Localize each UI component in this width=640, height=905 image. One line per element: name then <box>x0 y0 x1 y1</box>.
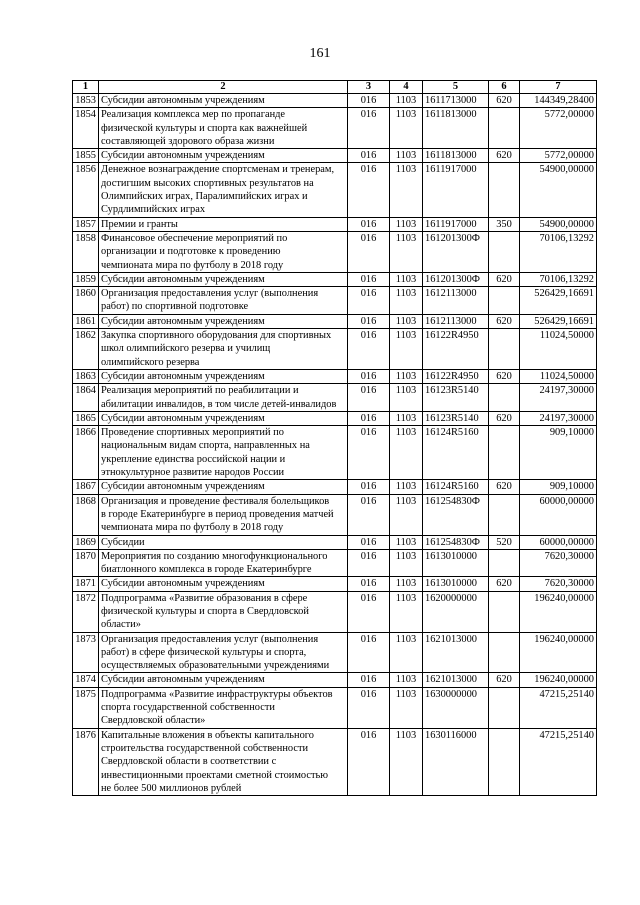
row-number-cell: 1853 <box>73 94 99 108</box>
expense-type-cell <box>489 287 520 315</box>
ministry-code-cell: 016 <box>348 549 390 577</box>
description-cell <box>99 728 348 795</box>
table-row <box>73 480 597 494</box>
description-line: Закупка спортивного оборудования для спортивных <box>101 330 332 342</box>
amount-cell: 909,10000 <box>520 426 597 480</box>
description-cell <box>99 687 348 728</box>
target-article-cell: 1611813000 <box>423 108 489 149</box>
section-code-cell: 1103 <box>390 728 423 795</box>
description-line: Реализация комплекса мер по пропаганде <box>101 109 286 121</box>
target-article-cell: 1611917000 <box>423 217 489 231</box>
description-cell <box>99 314 348 328</box>
section-code-cell: 1103 <box>390 426 423 480</box>
ministry-code-cell: 016 <box>348 231 390 272</box>
target-article-cell: 16123R5140 <box>423 411 489 425</box>
expense-type-cell <box>489 231 520 272</box>
amount-cell: 7620,30000 <box>520 549 597 577</box>
section-code-cell: 1103 <box>390 108 423 149</box>
column-header: 4 <box>390 81 423 94</box>
table-body <box>73 94 597 796</box>
description-cell <box>99 329 348 370</box>
description-line: Проведение спортивных мероприятий по <box>101 427 284 439</box>
description-cell <box>99 577 348 591</box>
table-row <box>73 673 597 687</box>
expense-type-cell: 620 <box>489 369 520 383</box>
description-cell <box>99 411 348 425</box>
description-line: национальным видам спорта, направленных на <box>101 440 310 452</box>
expense-type-cell <box>489 384 520 412</box>
section-code-cell: 1103 <box>390 272 423 286</box>
description-line: Субсидии автономным учреждениям <box>101 150 265 162</box>
description-line: Субсидии автономным учреждениям <box>101 95 265 106</box>
amount-cell: 47215,25140 <box>520 687 597 728</box>
description-line: Субсидии автономным учреждениям <box>101 481 265 493</box>
expense-type-cell <box>489 728 520 795</box>
ministry-code-cell: 016 <box>348 108 390 149</box>
description-line: Капитальные вложения в объекты капитального <box>101 729 314 741</box>
row-number-cell: 1874 <box>73 673 99 687</box>
ministry-code-cell: 016 <box>348 314 390 328</box>
target-article-cell: 1630000000 <box>423 687 489 728</box>
section-code-cell: 1103 <box>390 577 423 591</box>
target-article-cell: 1612113000 <box>423 287 489 315</box>
expense-type-cell <box>489 426 520 480</box>
row-number-cell: 1873 <box>73 632 99 673</box>
description-line: спорта государственной собственности <box>101 702 275 714</box>
ministry-code-cell: 016 <box>348 673 390 687</box>
target-article-cell: 1630116000 <box>423 728 489 795</box>
amount-cell: 47215,25140 <box>520 728 597 795</box>
description-line: Реализация мероприятий по реабилитации и <box>101 385 299 397</box>
target-article-cell: 161201300Ф <box>423 272 489 286</box>
expense-type-cell <box>489 494 520 535</box>
row-number-cell: 1866 <box>73 426 99 480</box>
expense-type-cell: 620 <box>489 314 520 328</box>
ministry-code-cell: 016 <box>348 384 390 412</box>
row-number-cell: 1858 <box>73 231 99 272</box>
row-number-cell: 1860 <box>73 287 99 315</box>
section-code-cell: 1103 <box>390 535 423 549</box>
row-number-cell: 1867 <box>73 480 99 494</box>
description-line: Субсидии автономным учреждениям <box>101 578 265 590</box>
description-line: олимпийского резерва <box>101 356 200 368</box>
expense-type-cell <box>489 632 520 673</box>
description-line: достигшим высоких спортивных результатов на <box>101 177 314 189</box>
expense-type-cell <box>489 549 520 577</box>
ministry-code-cell: 016 <box>348 329 390 370</box>
description-line: Свердловской области» <box>101 715 206 727</box>
ministry-code-cell: 016 <box>348 149 390 163</box>
ministry-code-cell: 016 <box>348 687 390 728</box>
row-number-cell: 1875 <box>73 687 99 728</box>
ministry-code-cell: 016 <box>348 411 390 425</box>
column-header: 6 <box>489 81 520 94</box>
table-row <box>73 369 597 383</box>
description-line: Субсидии автономным учреждениям <box>101 315 265 327</box>
table-row <box>73 163 597 217</box>
ministry-code-cell: 016 <box>348 591 390 632</box>
expense-type-cell: 520 <box>489 535 520 549</box>
section-code-cell: 1103 <box>390 494 423 535</box>
target-article-cell: 1611713000 <box>423 94 489 108</box>
table-row <box>73 577 597 591</box>
amount-cell: 909,10000 <box>520 480 597 494</box>
description-line: Олимпийских играх, Паралимпийских играх и <box>101 191 308 203</box>
row-number-cell: 1864 <box>73 384 99 412</box>
description-line: Организация и проведение фестиваля болельщиков <box>101 495 330 507</box>
column-header: 3 <box>348 81 390 94</box>
row-number-cell: 1859 <box>73 272 99 286</box>
expense-type-cell: 620 <box>489 480 520 494</box>
section-code-cell: 1103 <box>390 687 423 728</box>
amount-cell: 196240,00000 <box>520 632 597 673</box>
ministry-code-cell: 016 <box>348 535 390 549</box>
section-code-cell: 1103 <box>390 163 423 217</box>
description-line: Организация предоставления услуг (выполнения <box>101 633 319 645</box>
target-article-cell: 1620000000 <box>423 591 489 632</box>
expense-type-cell <box>489 329 520 370</box>
ministry-code-cell: 016 <box>348 287 390 315</box>
row-number-cell: 1857 <box>73 217 99 231</box>
amount-cell: 60000,00000 <box>520 535 597 549</box>
description-line: укрепление единства российской нации и <box>101 453 286 465</box>
expense-type-cell: 620 <box>489 673 520 687</box>
description-line: организации и подготовке к проведению <box>101 246 281 258</box>
target-article-cell: 16124R5160 <box>423 480 489 494</box>
table-row <box>73 272 597 286</box>
amount-cell: 196240,00000 <box>520 673 597 687</box>
table-row <box>73 108 597 149</box>
description-line: Мероприятия по созданию многофункционального <box>101 550 328 562</box>
expense-type-cell: 620 <box>489 272 520 286</box>
ministry-code-cell: 016 <box>348 217 390 231</box>
target-article-cell: 16123R5140 <box>423 384 489 412</box>
row-number-cell: 1868 <box>73 494 99 535</box>
expense-type-cell: 620 <box>489 149 520 163</box>
table-row <box>73 287 597 315</box>
section-code-cell: 1103 <box>390 149 423 163</box>
target-article-cell: 1611917000 <box>423 163 489 217</box>
description-line: осуществляемых образовательными учреждениями <box>101 660 330 672</box>
ministry-code-cell: 016 <box>348 426 390 480</box>
description-line: биатлонного комплекса в городе Екатеринбурге <box>101 564 312 576</box>
expense-type-cell <box>489 687 520 728</box>
target-article-cell: 16124R5160 <box>423 426 489 480</box>
column-header: 1 <box>73 81 99 94</box>
row-number-cell: 1869 <box>73 535 99 549</box>
description-line: инвестиционными проектами сметной стоимостью <box>101 769 329 781</box>
description-line: Субсидии автономным учреждениям <box>101 674 265 686</box>
table-row <box>73 329 597 370</box>
target-article-cell: 161254830Ф <box>423 494 489 535</box>
row-number-cell: 1871 <box>73 577 99 591</box>
amount-cell: 526429,16691 <box>520 287 597 315</box>
description-cell <box>99 108 348 149</box>
section-code-cell: 1103 <box>390 480 423 494</box>
column-header: 7 <box>520 81 597 94</box>
description-line: не более 500 миллионов рублей <box>101 782 242 794</box>
description-line: физической культуры и спорта в Свердловской <box>101 605 309 617</box>
description-cell <box>99 673 348 687</box>
description-cell <box>99 369 348 383</box>
amount-cell: 526429,16691 <box>520 314 597 328</box>
description-cell <box>99 231 348 272</box>
expense-type-cell <box>489 108 520 149</box>
table-row <box>73 426 597 480</box>
row-number-cell: 1863 <box>73 369 99 383</box>
section-code-cell: 1103 <box>390 94 423 108</box>
amount-cell: 70106,13292 <box>520 231 597 272</box>
section-code-cell: 1103 <box>390 673 423 687</box>
description-cell <box>99 217 348 231</box>
amount-cell: 5772,00000 <box>520 149 597 163</box>
column-header: 2 <box>99 81 348 94</box>
description-cell <box>99 549 348 577</box>
description-cell <box>99 535 348 549</box>
page-number: 161 <box>309 46 331 61</box>
ministry-code-cell: 016 <box>348 272 390 286</box>
description-line: Подпрограмма «Развитие инфраструктуры объектов <box>101 688 333 700</box>
expense-type-cell: 620 <box>489 94 520 108</box>
description-line: Организация предоставления услуг (выполнения <box>101 288 319 300</box>
ministry-code-cell: 016 <box>348 494 390 535</box>
expense-type-cell: 620 <box>489 411 520 425</box>
table-row <box>73 632 597 673</box>
description-line: физической культуры и спорта как важнейшей <box>101 122 308 134</box>
description-cell <box>99 272 348 286</box>
row-number-cell: 1865 <box>73 411 99 425</box>
row-number-cell: 1856 <box>73 163 99 217</box>
section-code-cell: 1103 <box>390 369 423 383</box>
description-line: Сурдлимпийских играх <box>101 204 206 216</box>
row-number-cell: 1862 <box>73 329 99 370</box>
ministry-code-cell: 016 <box>348 369 390 383</box>
description-cell <box>99 426 348 480</box>
description-line: чемпионата мира по футболу в 2018 году <box>101 522 284 534</box>
table-row <box>73 687 597 728</box>
description-cell <box>99 384 348 412</box>
ministry-code-cell: 016 <box>348 480 390 494</box>
amount-cell: 7620,30000 <box>520 577 597 591</box>
section-code-cell: 1103 <box>390 329 423 370</box>
amount-cell: 144349,28400 <box>520 94 597 108</box>
description-line: Денежное вознаграждение спортсменам и тренерам, <box>101 164 335 176</box>
ministry-code-cell: 016 <box>348 632 390 673</box>
description-line: Субсидии <box>101 536 145 548</box>
description-line: Свердловской области в соответствии с <box>101 756 277 768</box>
description-cell <box>99 94 348 108</box>
table-row <box>73 549 597 577</box>
description-cell <box>99 163 348 217</box>
amount-cell: 54900,00000 <box>520 163 597 217</box>
description-line: абилитации инвалидов, в том числе детей-инвалидов <box>101 398 337 410</box>
ministry-code-cell: 016 <box>348 94 390 108</box>
section-code-cell: 1103 <box>390 384 423 412</box>
target-article-cell: 161201300Ф <box>423 231 489 272</box>
target-article-cell: 16122R4950 <box>423 329 489 370</box>
table-row <box>73 94 597 108</box>
amount-cell: 24197,30000 <box>520 411 597 425</box>
amount-cell: 11024,50000 <box>520 329 597 370</box>
table-row <box>73 384 597 412</box>
table-row <box>73 149 597 163</box>
ministry-code-cell: 016 <box>348 577 390 591</box>
row-number-cell: 1870 <box>73 549 99 577</box>
target-article-cell: 1613010000 <box>423 549 489 577</box>
table-row <box>73 591 597 632</box>
table-row <box>73 535 597 549</box>
section-code-cell: 1103 <box>390 287 423 315</box>
description-line: области» <box>101 619 141 631</box>
description-line: чемпионата мира по футболу в 2018 году <box>101 259 284 271</box>
row-number-cell: 1854 <box>73 108 99 149</box>
budget-table <box>72 80 597 796</box>
description-line: составляющей здорового образа жизни <box>101 135 275 147</box>
table-header-row <box>73 81 597 94</box>
section-code-cell: 1103 <box>390 411 423 425</box>
amount-cell: 54900,00000 <box>520 217 597 231</box>
table-row <box>73 728 597 795</box>
expense-type-cell <box>489 163 520 217</box>
amount-cell: 196240,00000 <box>520 591 597 632</box>
ministry-code-cell: 016 <box>348 163 390 217</box>
target-article-cell: 1612113000 <box>423 314 489 328</box>
description-line: в городе Екатеринбурге в период проведения матчей <box>101 508 334 520</box>
description-line: школ олимпийского резерва и училищ <box>101 343 271 355</box>
description-line: Субсидии автономным учреждениям <box>101 273 265 285</box>
table-row <box>73 314 597 328</box>
row-number-cell: 1855 <box>73 149 99 163</box>
target-article-cell: 1613010000 <box>423 577 489 591</box>
expense-type-cell: 350 <box>489 217 520 231</box>
expense-type-cell: 620 <box>489 577 520 591</box>
section-code-cell: 1103 <box>390 231 423 272</box>
description-line: Субсидии автономным учреждениям <box>101 412 265 424</box>
target-article-cell: 161254830Ф <box>423 535 489 549</box>
description-cell <box>99 632 348 673</box>
description-line: строительства государственной собственности <box>101 742 309 754</box>
description-line: Субсидии автономным учреждениям <box>101 370 265 382</box>
row-number-cell: 1861 <box>73 314 99 328</box>
target-article-cell: 1611813000 <box>423 149 489 163</box>
description-cell <box>99 287 348 315</box>
description-line: Премии и гранты <box>101 218 178 230</box>
table-row <box>73 231 597 272</box>
section-code-cell: 1103 <box>390 591 423 632</box>
section-code-cell: 1103 <box>390 217 423 231</box>
target-article-cell: 1621013000 <box>423 673 489 687</box>
description-cell <box>99 480 348 494</box>
amount-cell: 5772,00000 <box>520 108 597 149</box>
amount-cell: 60000,00000 <box>520 494 597 535</box>
amount-cell: 70106,13292 <box>520 272 597 286</box>
table-row <box>73 411 597 425</box>
section-code-cell: 1103 <box>390 549 423 577</box>
description-cell <box>99 494 348 535</box>
section-code-cell: 1103 <box>390 632 423 673</box>
amount-cell: 24197,30000 <box>520 384 597 412</box>
description-line: Финансовое обеспечение мероприятий по <box>101 232 288 244</box>
description-cell <box>99 149 348 163</box>
table-row <box>73 494 597 535</box>
target-article-cell: 1621013000 <box>423 632 489 673</box>
row-number-cell: 1876 <box>73 728 99 795</box>
description-line: работ) по спортивной подготовке <box>101 301 249 313</box>
description-line: работ) в сфере физической культуры и спорта, <box>101 646 307 658</box>
ministry-code-cell: 016 <box>348 728 390 795</box>
description-line: этнокультурное развитие народов России <box>101 467 285 479</box>
expense-type-cell <box>489 591 520 632</box>
description-cell <box>99 591 348 632</box>
section-code-cell: 1103 <box>390 314 423 328</box>
amount-cell: 11024,50000 <box>520 369 597 383</box>
target-article-cell: 16122R4950 <box>423 369 489 383</box>
table-row <box>73 217 597 231</box>
row-number-cell: 1872 <box>73 591 99 632</box>
column-header: 5 <box>423 81 489 94</box>
description-line: Подпрограмма «Развитие образования в сфере <box>101 592 308 604</box>
